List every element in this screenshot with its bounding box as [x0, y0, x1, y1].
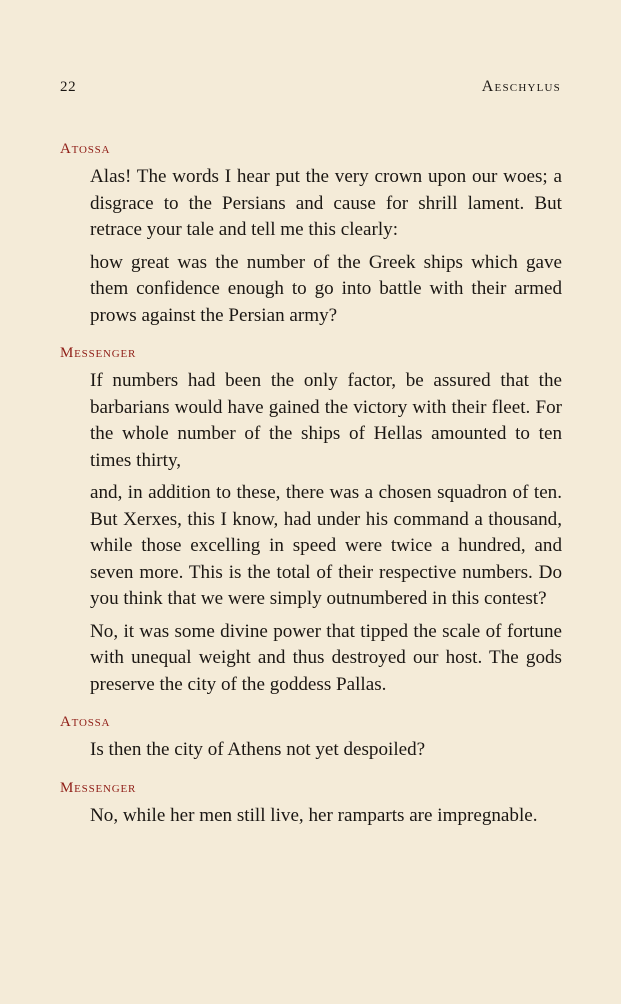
speech-paragraph: No, it was some divine power that tipped the scale of fortune with unequal weight and thus destroyed our host. The gods preserve the city of the goddess Pallas.: [90, 620, 562, 695]
speaker-name: Atossa: [60, 714, 111, 730]
speaker-name: Messenger: [60, 779, 137, 796]
speech-messenger-1: [60, 342, 562, 698]
speech-paragraph: If numbers had been the only factor, be assured that the barbarians would have gained the victory with their fleet. For the whole number of the ships of Hellas amounted to ten times thirty,: [90, 370, 562, 471]
speech-paragraph: Alas! The words I hear put the very crown upon our woes; a disgrace to the Persians and cause for shrill lament. But retrace your tale and tell me this clearly:: [90, 166, 562, 240]
speech-paragraph: how great was the number of the Greek ships which gave them confidence enough to go into battle with their armed prows against the Persian army?: [90, 251, 562, 326]
speaker-name: Messenger: [60, 345, 137, 361]
speech-messenger-2: [60, 777, 562, 830]
speech-paragraph: Is then the city of Athens not yet despoiled?: [90, 739, 426, 760]
speech-atossa-2: [60, 711, 562, 764]
running-head: [60, 76, 561, 98]
running-title: Aeschylus: [481, 78, 561, 95]
dialogue-content: [60, 138, 562, 842]
speech-atossa-1: [60, 138, 562, 329]
speech-paragraph: and, in addition to these, there was a chosen squadron of ten. But Xerxes, this I know, had under his command a thousand, while those excelling in speed were twice a hundred, and seven more. This is the total of their respective numbers. Do you think that we were simply outnumbered in this contest?: [90, 482, 562, 609]
page-number: 22: [60, 78, 77, 95]
speaker-name: Atossa: [60, 141, 111, 157]
speech-paragraph: No, while her men still live, her ramparts are impregnable.: [90, 804, 538, 826]
